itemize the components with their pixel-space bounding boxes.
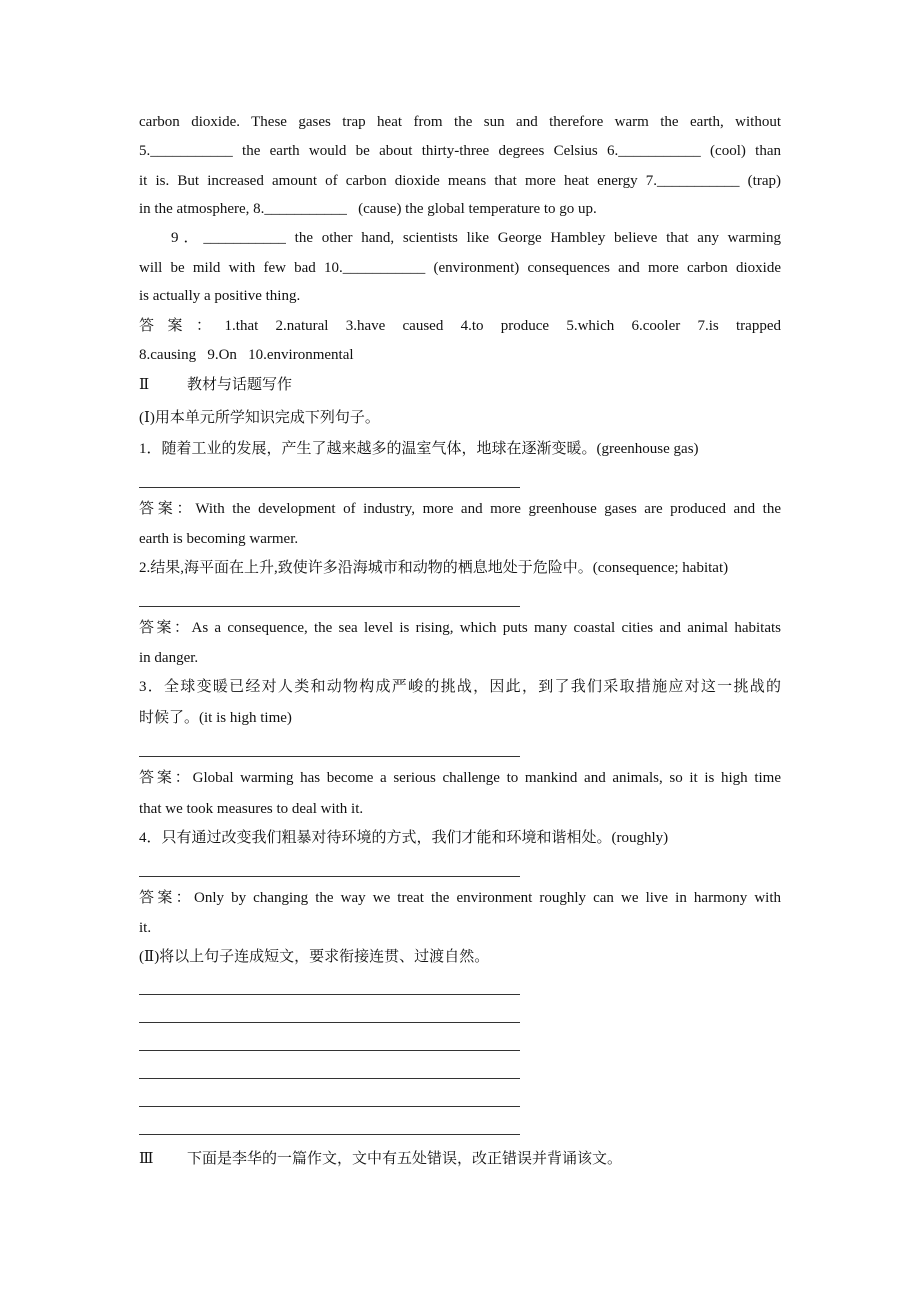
answer-line: earth is becoming warmer. — [139, 531, 299, 547]
writing-line[interactable] — [139, 1078, 520, 1079]
part-label: (Ⅰ)用本单元所学知识完成下列句子。 — [139, 410, 380, 426]
section-3-heading — [139, 1149, 622, 1169]
question: 时候了。(it is high time) — [139, 710, 292, 726]
passage-line: is actually a positive thing. — [139, 288, 301, 304]
question: 4．只有通过改变我们粗暴对待环境的方式，我们才能和环境和谐相处。(roughly) — [139, 830, 669, 846]
answer-line: in danger. — [139, 650, 199, 666]
passage-line: in the atmosphere, 8.___________ (cause) the global temperature to go up. — [139, 201, 597, 217]
part-label: (Ⅱ)将以上句子连成短文，要求衔接连贯、过渡自然。 — [139, 949, 490, 965]
answer-line: it. — [139, 920, 152, 936]
writing-line[interactable] — [139, 994, 520, 995]
passage-line: will be mild with few bad 10.___________ (environment) consequences and more carbon dioxide — [139, 260, 781, 276]
question: 2.结果,海平面在上升,致使许多沿海城市和动物的栖息地处于危险中。(consequence; habitat) — [139, 560, 729, 576]
passage-line: carbon dioxide. These gases trap heat from the sun and therefore warm the earth, without — [139, 114, 781, 130]
answer-line: 答案：1.that 2.natural 3.have caused 4.to produce 5.which 6.cooler 7.is trapped — [139, 318, 781, 334]
writing-line[interactable] — [139, 1022, 520, 1023]
answer-blank-line[interactable] — [139, 487, 520, 488]
writing-line[interactable] — [139, 1050, 520, 1051]
answer-line: that we took measures to deal with it. — [139, 801, 364, 817]
answer-line: 答案：As a consequence, the sea level is rising, which puts many coastal cities and animal habitats — [139, 620, 781, 636]
section-2-heading — [139, 375, 292, 395]
writing-line[interactable] — [139, 1134, 520, 1135]
answer-line: 8.causing 9.On 10.environmental — [139, 347, 354, 363]
answer-blank-line[interactable] — [139, 606, 520, 607]
answer-blank-line[interactable] — [139, 876, 520, 877]
answer-blank-line[interactable] — [139, 756, 520, 757]
section-number: Ⅱ — [139, 377, 150, 393]
passage-line: 5.___________ the earth would be about thirty‑three degrees Celsius 6.___________ (cool) than — [139, 143, 781, 159]
section-title: 下面是李华的一篇作文，文中有五处错误，改正错误并背诵该文。 — [187, 1151, 623, 1167]
answer-line: 答案：With the development of industry, more and more greenhouse gases are produced and the — [139, 501, 781, 517]
question: 1．随着工业的发展，产生了越来越多的温室气体，地球在逐渐变暖。(greenhouse gas) — [139, 441, 699, 457]
question: 3．全球变暖已经对人类和动物构成严峻的挑战，因此，到了我们采取措施应对这一挑战的 — [139, 679, 781, 695]
writing-line[interactable] — [139, 1106, 520, 1107]
section-number: Ⅲ — [139, 1151, 154, 1167]
passage-line: it is. But increased amount of carbon dioxide means that more heat energy 7.___________ (trap) — [139, 173, 781, 189]
section-title: 教材与话题写作 — [187, 377, 293, 393]
answer-line: 答案：Global warming has become a serious challenge to mankind and animals, so it is high time — [139, 770, 781, 786]
passage-line: 9．___________ the other hand, scientists like George Hambley believe that any warming — [171, 230, 781, 246]
answer-line: 答案：Only by changing the way we treat the environment roughly can we live in harmony with — [139, 890, 781, 906]
